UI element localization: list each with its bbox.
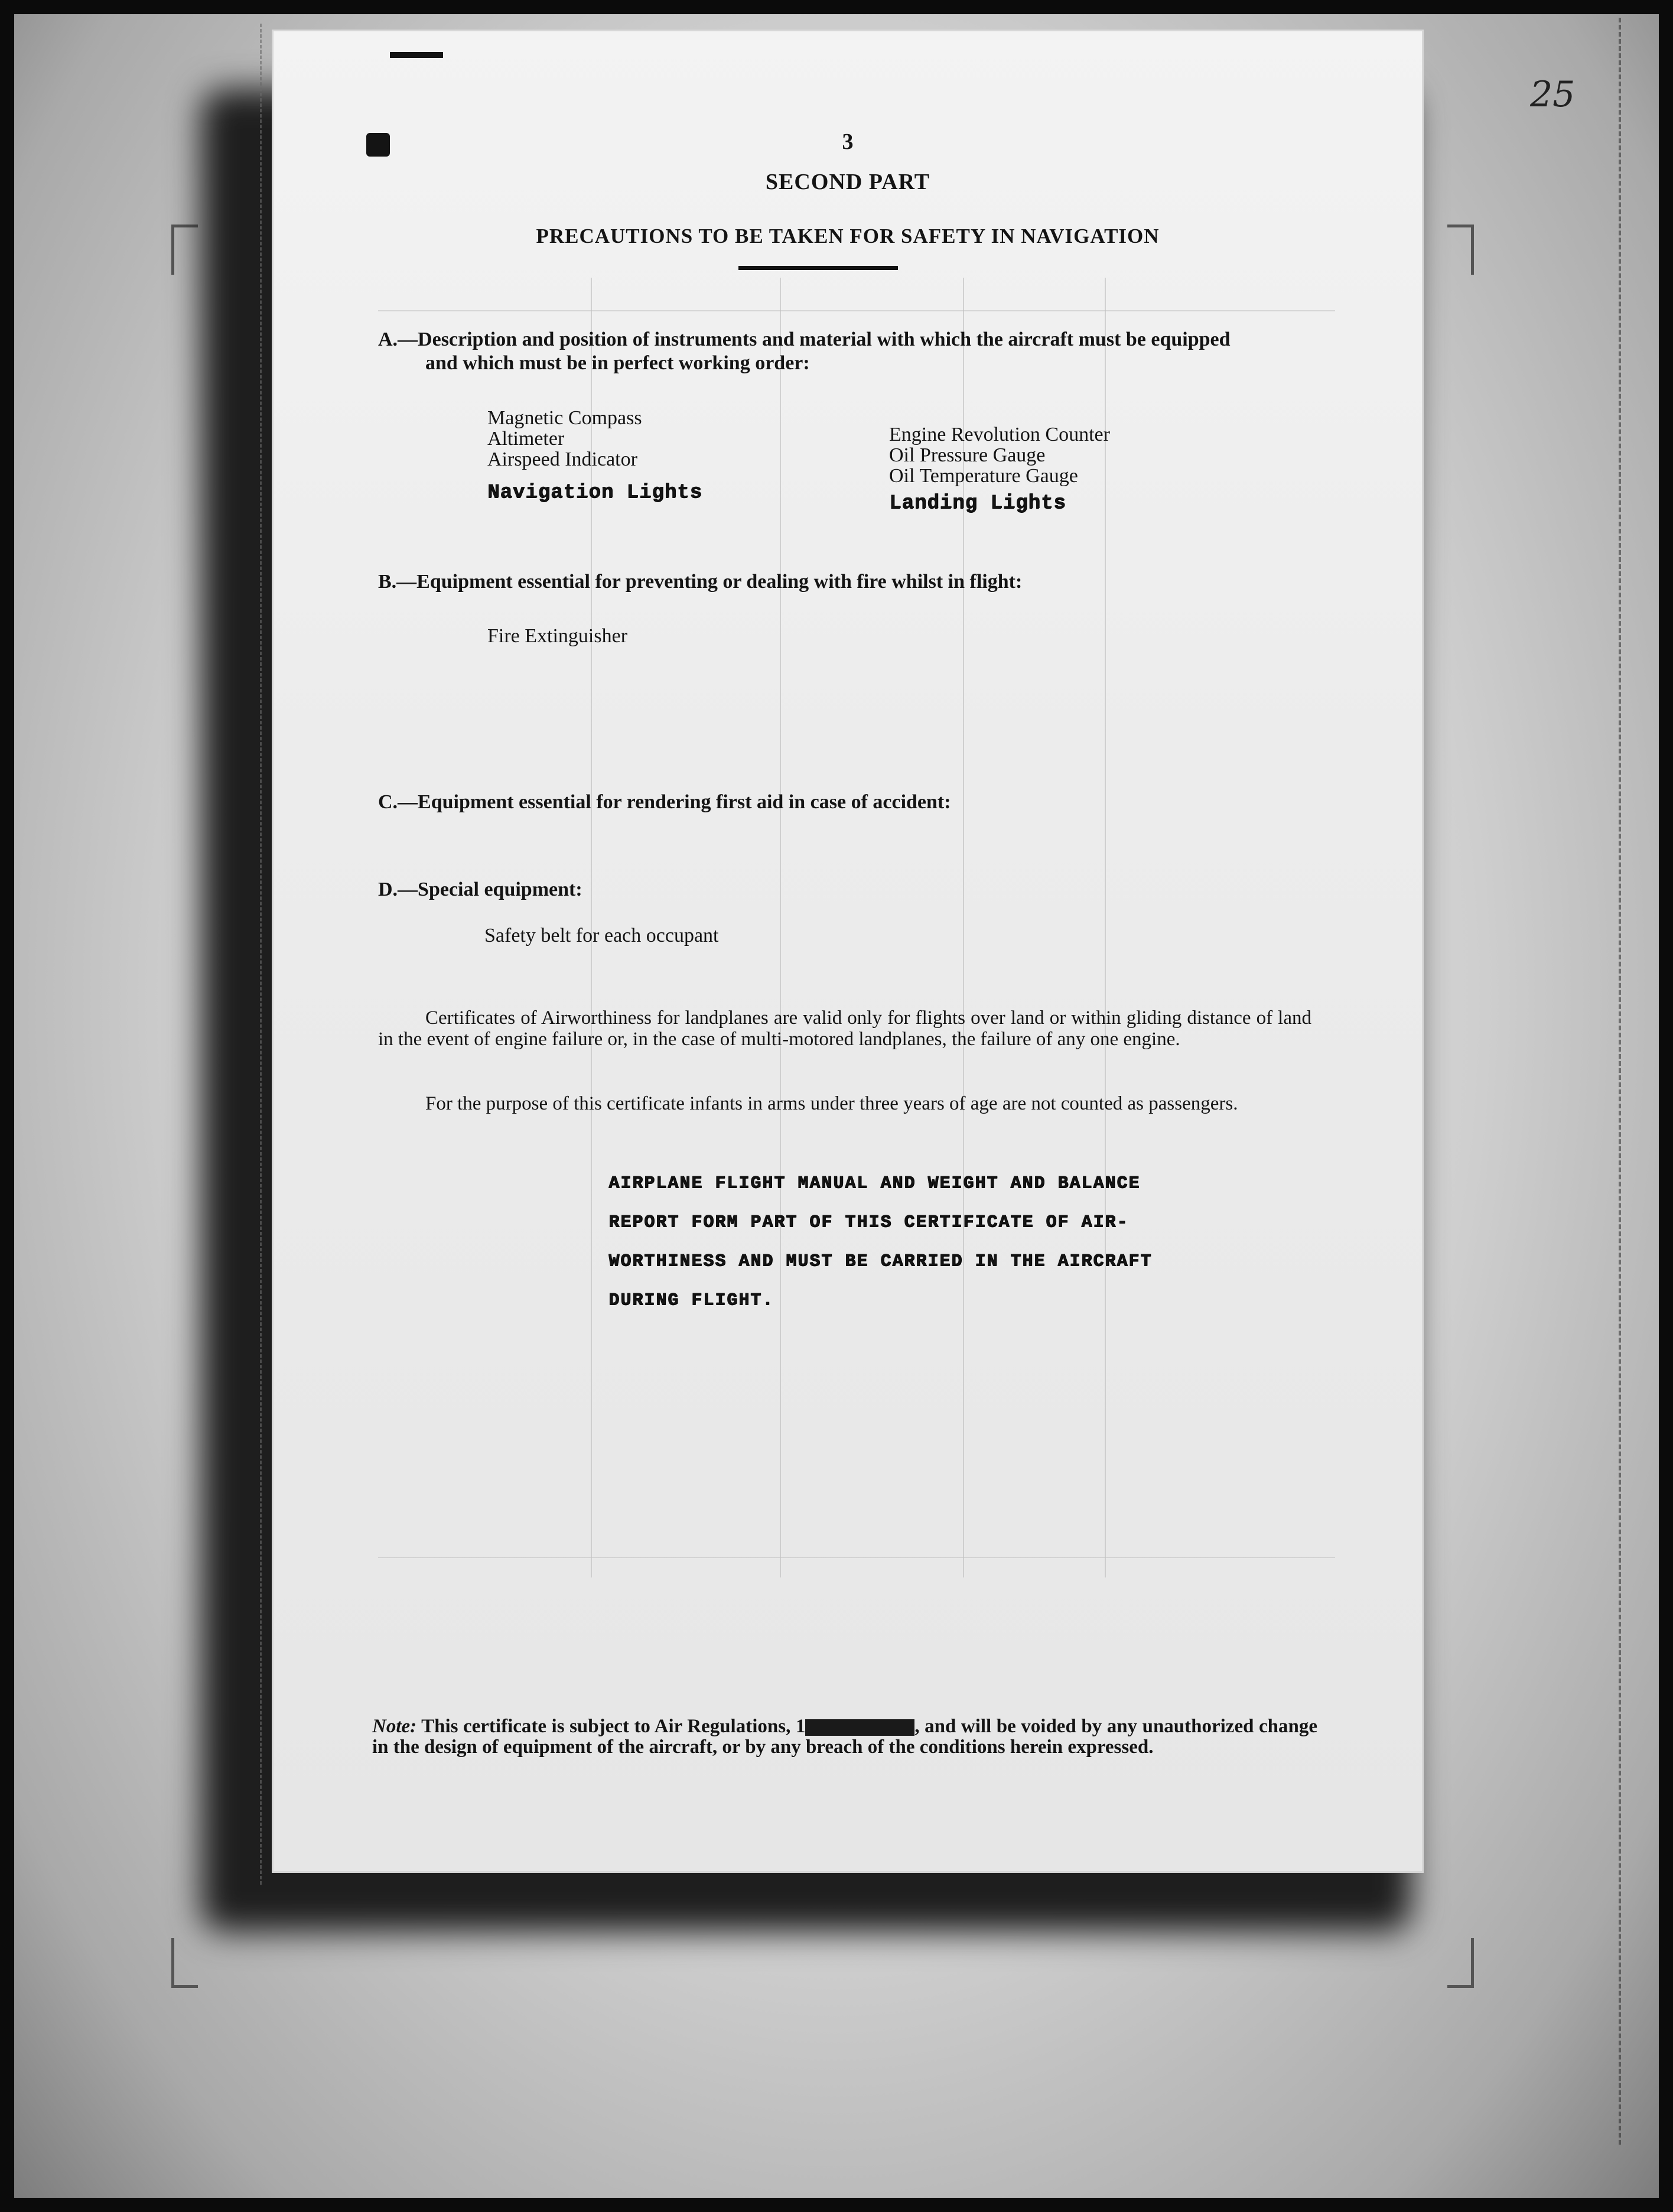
redaction-bar xyxy=(805,1719,914,1736)
infants-paragraph xyxy=(378,1093,1311,1114)
list-item: Oil Temperature Gauge xyxy=(889,465,1078,487)
note-label: Note: xyxy=(372,1716,417,1737)
instrument-list-right xyxy=(889,424,1110,514)
list-item: Oil Pressure Gauge xyxy=(889,444,1046,466)
list-item: Magnetic Compass xyxy=(487,407,642,429)
sheet-edge-shadow xyxy=(260,24,262,1885)
section-d-label: D.—Special equipment: xyxy=(378,879,582,900)
list-item: Engine Revolution Counter xyxy=(889,424,1110,445)
frame-corner-bottom-right xyxy=(1447,1938,1474,1988)
list-item: Altimeter xyxy=(487,428,565,450)
typed-notice-line: WORTHINESS AND MUST BE CARRIED IN THE AIRCRAFT xyxy=(608,1251,1153,1271)
handwritten-page-mark: 25 xyxy=(1530,74,1576,115)
paragraph-rest: passengers. xyxy=(1148,1093,1238,1114)
frame-corner-top-left xyxy=(171,225,198,275)
paragraph-rest: distance of land in the event of engine failure or, in the case of multi-motored landplanes, the failure of any one engine. xyxy=(378,1007,1311,1050)
section-d-item: Safety belt for each occupant xyxy=(484,925,719,946)
typed-list-item: Navigation Lights xyxy=(487,482,702,504)
typed-notice-line: AIRPLANE FLIGHT MANUAL AND WEIGHT AND BALANCE xyxy=(608,1173,1141,1193)
page-number: 3 xyxy=(842,129,854,154)
film-edge-perforation xyxy=(1619,18,1645,2145)
bleed-through-column xyxy=(780,278,781,1577)
typed-list-item: Landing Lights xyxy=(889,492,1066,515)
note-text-before: This certificate is subject to Air Regulations, 1 xyxy=(421,1716,806,1737)
section-a-line-2: and which must be in perfect working order: xyxy=(425,352,810,374)
bleed-through-rule xyxy=(378,310,1335,311)
frame-corner-bottom-left xyxy=(171,1938,198,1988)
tape-mark xyxy=(390,52,443,58)
note-text-after: , and will be voided by any unauthorized change in the design of equipment of the aircraft, or by any breach of the conditions herein expressed. xyxy=(372,1716,1317,1758)
list-item: Airspeed Indicator xyxy=(487,448,637,470)
airworthiness-paragraph xyxy=(378,1007,1311,1050)
paragraph-first-line: Certificates of Airworthiness for landplanes are valid only for flights over land or within gliding xyxy=(425,1007,1182,1029)
document-page xyxy=(272,30,1576,1873)
typed-notice-block xyxy=(608,1164,1199,1320)
bleed-through-rule xyxy=(378,1557,1335,1558)
page-heading: PRECAUTIONS TO BE TAKEN FOR SAFETY IN NAVIGATION xyxy=(536,225,1160,248)
certificate-note xyxy=(372,1716,1317,1758)
section-c-label: C.—Equipment essential for rendering first aid in case of accident: xyxy=(378,791,951,813)
frame-corner-top-right xyxy=(1447,225,1474,275)
section-a-line-1: A.—Description and position of instruments and material with which the aircraft must be equipped xyxy=(378,328,1231,350)
typed-notice-line: DURING FLIGHT. xyxy=(608,1290,774,1310)
part-title: SECOND PART xyxy=(765,170,930,194)
heading-rule xyxy=(738,266,898,270)
section-a-label xyxy=(378,328,1311,375)
section-b-label: B.—Equipment essential for preventing or dealing with fire whilst in flight: xyxy=(378,571,1023,593)
typed-notice-line: REPORT FORM PART OF THIS CERTIFICATE OF AIR- xyxy=(608,1212,1129,1232)
instrument-list-left xyxy=(487,408,702,503)
paragraph-first-line: For the purpose of this certificate infants in arms under three years of age are not counted as xyxy=(425,1093,1144,1114)
section-b-item: Fire Extinguisher xyxy=(487,625,628,647)
